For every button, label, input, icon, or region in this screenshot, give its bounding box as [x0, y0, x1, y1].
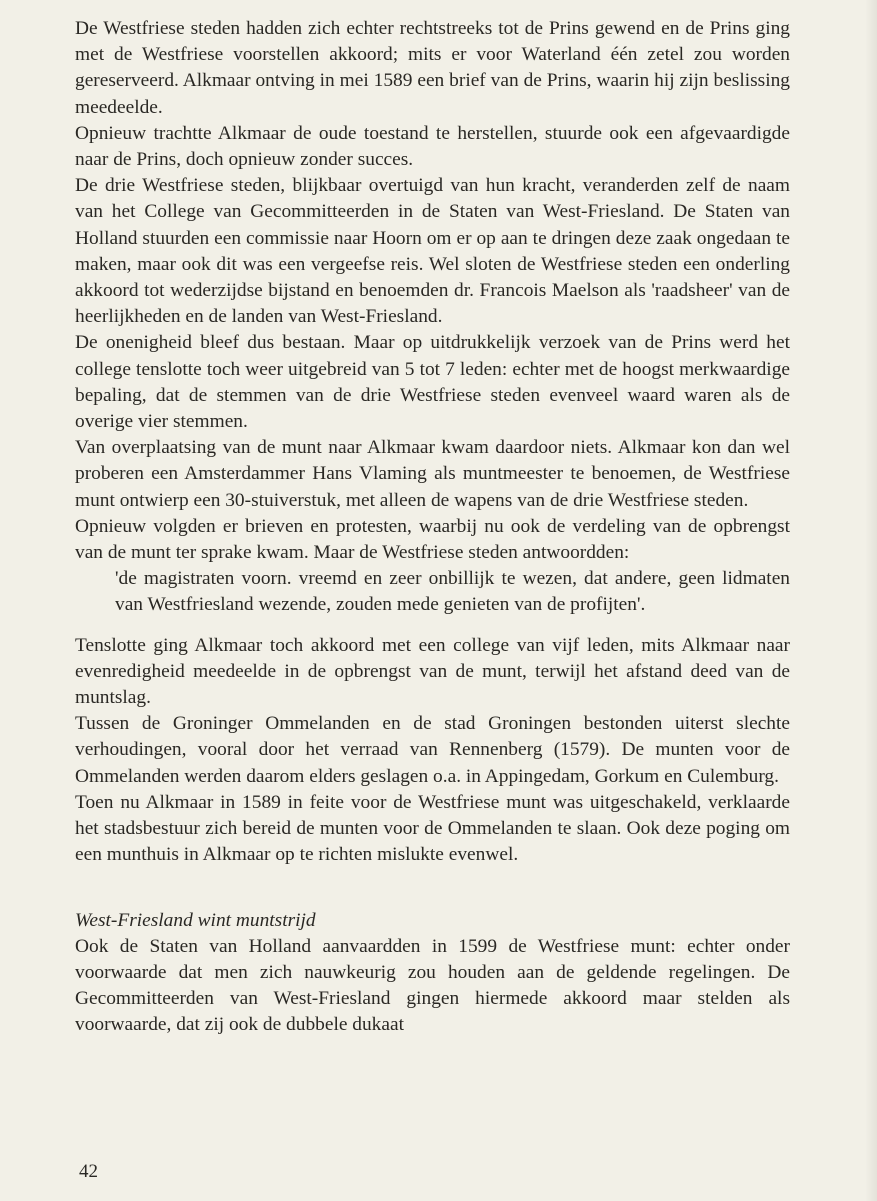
paragraph: De drie Westfriese steden, blijkbaar overtuigd van hun kracht, veranderden zelf de naam van het College van Gecommitteerden in de Staten van West-Friesland. De Staten van Holland stuurden een commissie naar Hoorn om er op aan te dringen deze zaak ongedaan te maken, maar ook dit was een vergeefse reis. Wel sloten de Westfriese steden een onderling akkoord tot wederzijdse bijstand en benoemden dr. Francois Maelson als 'raadsheer' van de heerlijkheden en de landen van West-Friesland.: [75, 175, 790, 328]
paragraph: Opnieuw trachtte Alkmaar de oude toestand te herstellen, stuurde ook een afgevaardigde naar de Prins, doch opnieuw zonder succes.: [75, 122, 790, 171]
paragraph: Tussen de Groninger Ommelanden en de stad Groningen bestonden uiterst slechte verhoudingen, vooral door het verraad van Rennenberg (1579). De munten voor de Ommelanden werden daarom elders geslagen o.a. in Appingedam, Gorkum en Culemburg.: [75, 713, 790, 787]
paragraph: De onenigheid bleef dus bestaan. Maar op uitdrukkelijk verzoek van de Prins werd het college tenslotte toch weer uitgebreid van 5 tot 7 leden: echter met de hoogst merkwaardige bepaling, dat de stemmen van de drie Westfriese steden evenveel waard waren als de overige vier stemmen.: [75, 332, 790, 433]
paragraph: Tenslotte ging Alkmaar toch akkoord met een college van vijf leden, mits Alkmaar naar evenredigheid meedeelde in de opbrengst van de munt, terwijl het afstand deed van de muntslag.: [75, 634, 790, 709]
page-number: 42: [79, 1161, 98, 1182]
body-text: [75, 16, 790, 1039]
paragraph: Van overplaatsing van de munt naar Alkmaar kwam daardoor niets. Alkmaar kon dan wel proberen een Amsterdammer Hans Vlaming als muntmeester te benoemen, de Westfriese munt ontwierp een 30-stuiverstuk, met alleen de wapens van de drie Westfriese steden.: [75, 437, 790, 511]
block-quote: 'de magistraten voorn. vreemd en zeer onbillijk te wezen, dat andere, geen lidmaten van Westfriesland wezende, zouden mede genieten van de profijten'.: [115, 568, 790, 616]
paragraph: Toen nu Alkmaar in 1589 in feite voor de Westfriese munt was uitgeschakeld, verklaarde het stadsbestuur zich bereid de munten voor de Ommelanden te slaan. Ook deze poging om een munthuis in Alkmaar op te richten mislukte evenwel.: [75, 791, 790, 866]
paragraph: Opnieuw volgden er brieven en protesten, waarbij nu ook de verdeling van de opbrengst van de munt ter sprake kwam. Maar de Westfriese steden antwoordden:: [75, 515, 790, 564]
section-heading: West-Friesland wint muntstrijd: [75, 909, 316, 931]
paragraph: De Westfriese steden hadden zich echter rechtstreeks tot de Prins gewend en de Prins ging met de Westfriese voorstellen akkoord; mits er voor Waterland één zetel zou worden gereserveerd. Alkmaar ontving in mei 1589 een brief van de Prins, waarin hij zijn beslissing meedeelde.: [75, 18, 790, 118]
paragraph: Ook de Staten van Holland aanvaardden in 1599 de Westfriese munt: echter onder voorwaarde dat men zich nauwkeurig zou houden aan de geldende regelingen. De Gecommitteerden van West-Friesland gingen hiermede akkoord maar stelden als voorwaarde, dat zij ook de dubbele dukaat: [75, 935, 790, 1036]
page-edge: [865, 0, 877, 1201]
